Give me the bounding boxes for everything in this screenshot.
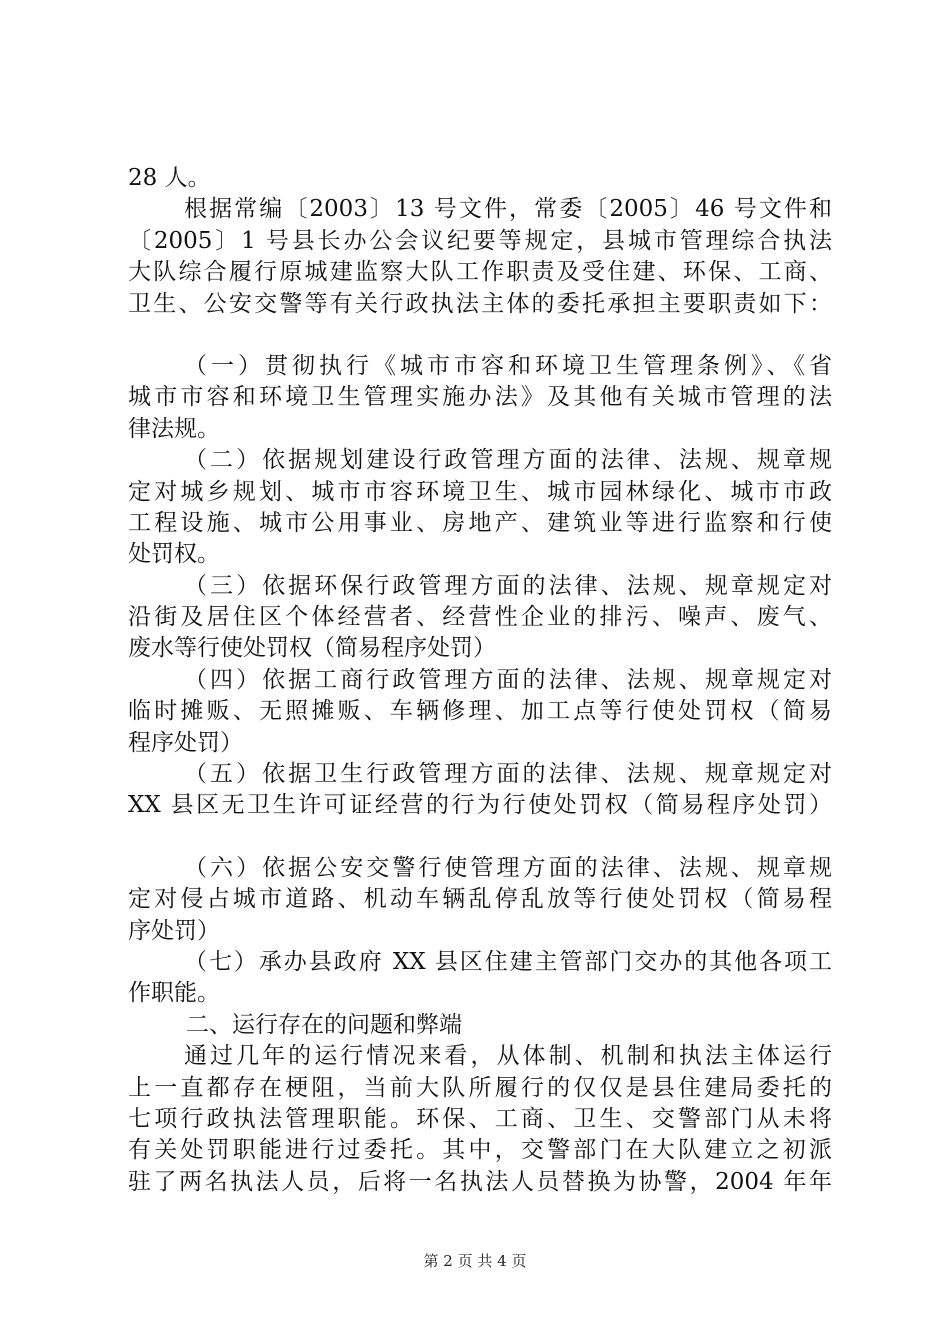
text-line: 根据常编〔2003〕13 号文件，常委〔2005〕46 号文件和 <box>184 196 832 223</box>
text-line: 处罚权。 <box>128 541 220 568</box>
text-line: 有关处罚职能进行过委托。其中，交警部门在大队建立之初派 <box>128 1137 832 1164</box>
text-line: 定对侵占城市道路、机动车辆乱停乱放等行使处罚权（简易程 <box>128 886 832 913</box>
text-line: 律法规。 <box>128 415 220 442</box>
text-line: 上一直都存在梗阻，当前大队所履行的仅仅是县住建局委托的 <box>128 1074 832 1101</box>
text-line: XX 县区无卫生许可证经营的行为行使处罚权（简易程序处罚） <box>128 792 832 819</box>
text-line: 卫生、公安交警等有关行政执法主体的委托承担主要职责如下： <box>128 290 832 317</box>
text-line: 定对城乡规划、城市市容环境卫生、城市园林绿化、城市市政 <box>128 478 832 505</box>
paragraph-gap <box>128 822 832 853</box>
text-line: （四）依据工商行政管理方面的法律、法规、规章规定对 <box>184 666 832 693</box>
text-line: 二、运行存在的问题和弊端 <box>186 1011 462 1038</box>
text-line: （三）依据环保行政管理方面的法律、法规、规章规定对 <box>184 572 832 599</box>
text-line: 城市市容和环境卫生管理实施办法》及其他有关城市管理的法 <box>128 384 832 411</box>
text-line: 28 人。 <box>128 165 211 191</box>
text-line: 作职能。 <box>128 980 220 1007</box>
text-line: 大队综合履行原城建监察大队工作职责及受住建、环保、工商、 <box>128 259 832 286</box>
text-line: 工程设施、城市公用事业、房地产、建筑业等进行监察和行使 <box>128 509 832 536</box>
document-body <box>128 163 832 1198</box>
page-footer: 第 2 页 共 4 页 <box>423 1252 527 1270</box>
text-line: （五）依据卫生行政管理方面的法律、法规、规章规定对 <box>184 761 832 788</box>
text-line: （七）承办县政府 XX 县区住建主管部门交办的其他各项工 <box>184 948 832 975</box>
text-line: 临时摊贩、无照摊贩、车辆修理、加工点等行使处罚权（简易 <box>128 698 832 725</box>
text-line: 驻了两名执法人员，后将一名执法人员替换为协警，2004 年年 <box>128 1168 832 1195</box>
text-line: 废水等行使处罚权（简易程序处罚） <box>128 635 496 662</box>
text-line: 序处罚） <box>128 917 220 944</box>
text-line: 程序处罚） <box>128 729 243 756</box>
text-line: 七项行政执法管理职能。环保、工商、卫生、交警部门从未将 <box>128 1105 832 1132</box>
text-line: 沿街及居住区个体经营者、经营性企业的排污、噪声、废气、 <box>128 604 832 631</box>
text-line: 通过几年的运行情况来看，从体制、机制和执法主体运行 <box>184 1043 832 1070</box>
text-line: （六）依据公安交警行使管理方面的法律、法规、规章规 <box>184 854 832 881</box>
text-line: （一）贯彻执行《城市市容和环境卫生管理条例》、《省 <box>184 352 832 379</box>
text-line: 〔2005〕1 号县长办公会议纪要等规定，县城市管理综合执法 <box>128 227 832 254</box>
paragraph-gap <box>128 320 832 351</box>
text-line: （二）依据规划建设行政管理方面的法律、法规、规章规 <box>184 447 832 474</box>
